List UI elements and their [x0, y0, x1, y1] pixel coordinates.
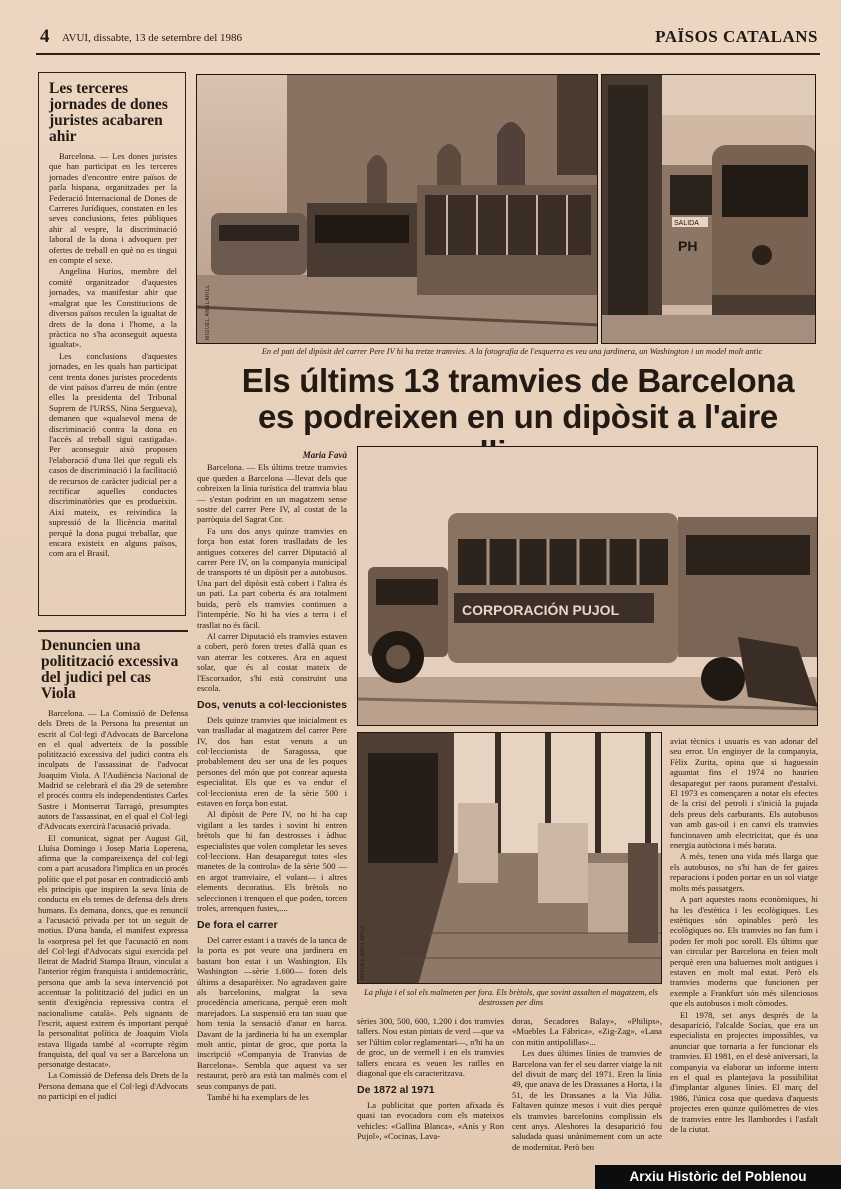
main-article-col3b [512, 1016, 662, 1153]
archive-watermark: Arxiu Històric del Poblenou [595, 1165, 841, 1189]
top-photo-caption: En el pati del dipòsit del carrer Pere IV hi ha tretze tramvies. A la fotografia de l'esquerra es veu una jardinera, un Washington i un model molt antic [261, 347, 763, 356]
headline-line-1: Els últims 13 tramvies de Barcelona [241, 362, 795, 399]
paragraph: Fa uns dos anys quinze tramvies en força bon estat foren traslladats de les antigues cotxeres del carrer Diputació al carrer Pere IV, on la companyia municipal de transports té un dipòsit per a autobusos. Una part del dipòsit està cobert i l'altra és un pati. La part coberta és ara totalment buida, però els tramvies continuen a l'intempèrie. No hi ha vies a terra i el trasllat no és fàcil. [197, 525, 347, 630]
paragraph: Barcelona. — Les dones juristes que han participat en les terceres jornades d'encontre entre països de parla hispana, organitzades per la Federació Internacional de Dones de Carreres Jurídiques, constaten en les seves conclusions, fetes públiques ahir al vespre, la discriminació laboral de la dona i advoquen per ofertes de treball en què no es tingui en compte el sexe. [49, 151, 177, 266]
photo-credit-top: MIGUEL ANGLARILL [205, 284, 211, 340]
byline: Maria Favà [302, 450, 347, 460]
paragraph: Del carrer estant i a través de la tanca de la porta es pot veure una jardinera en bastant bon estat i un Washington. Els Washington —sèrie 1.600— foren dels últims a desaparèixer. No agradaven gaire als barcelonins, malgrat la seva procedència americana, perquè eren molt marejadors. La suspensió era tan suau que hom tenia la sensació d'anar en barca. Davant de la jardineria hi ha un exemplar molt antic, pintat de groc, que porta la inscripció «Companyia de Tranvias de Barcelona». Sembla que aquest va ser restaurat, però ara està tan malmès com el seus companys de pati. [197, 934, 347, 1091]
paragraph: També hi ha exemplars de les [207, 1091, 309, 1102]
paragraph: A més, tenen una vida més llarga que els autobusos, no s'hi han de fer gaires reparacions i poden portar en un sol viatge molts més passatgers. [670, 851, 818, 893]
article-women-jurists [38, 72, 186, 616]
main-article-col4 [670, 736, 818, 1135]
paragraph: doras, Secadores Balay», «Philips», «Muebles La Fábrica», «Zig-Zag», «Lana con mitin antipolillas»... [512, 1016, 662, 1047]
photo-credit-bottom: MIGUEL ANGLARILL [360, 924, 366, 980]
paragraph: sèries 300, 500, 600, 1.200 i dos tramvies tallers. Nou estan pintats de verd —que va ser l'últim color reglamentari—, n'hi ha un de groc, un de vermell i en els tramvies tallers encara es veuen les ratlles en diagonal que els caracteritzava. [357, 1016, 504, 1079]
tram-number-text: PH [678, 238, 698, 254]
paragraph: aviat tècnics i usuaris es van adonar del seu error. Un enginyer de la companyia, Fèlix Zurita, opina que si haguessin aguantat fins el 1974 no haurien desaparegut per raons purament d'estalvi. El 1973 es començaren a notar els efectes de la crisi del petroli i s'inicià la pujada dels preus dels carburants. Els autobusos van amb gas-oil i en canvi els tramvies funcionaven amb electricitat, que és una energia autòctona i més barata. [670, 736, 818, 851]
main-article-col3 [357, 1016, 504, 1142]
paragraph: Barcelona. — Els últims tretze tramvies que queden a Barcelona —llevat dels que cobreixen la línia turística del tramvia blau— s'estan podrint en un magatzem sense sostre del carrer Pere IV, al costat de la parròquia del Sagrat Cor. [197, 462, 347, 525]
tram-ad-text: CORPORACIÓN PUJOL [462, 602, 620, 618]
bottom-photo-caption: La pluja i el sol els malmeten per fora. Els brètols, que sovint assalten el magatzem, els destrossen per dins [364, 988, 658, 1007]
subheading-outside: De fora el carrer [197, 919, 278, 932]
article-viola-trial-title: Denuncien una politització excessiva del judici pel cas Viola [41, 637, 179, 702]
article-viola-trial [38, 630, 188, 1170]
main-article-col1 [197, 450, 347, 1103]
article-viola-trial-body [38, 708, 188, 1101]
paragraph: Angelina Hurios, membre del comitè organitzador d'aquestes jornades, va manifestar ahir que «malgrat que les Constitucions de diversos països reculen la igualtat de drets de la dona i l'home, a la pràctica no s'ha aconseguit aquesta igualtat». [49, 266, 177, 350]
photo-trams-pujol [357, 446, 818, 726]
top-rule [36, 53, 820, 55]
photo-tram-yard-wide [196, 74, 598, 344]
paragraph: Dels quinze tramvies que inicialment es van traslladar al magatzem del carrer Pere IV, dos han estat venuts a un col·leccionista de Saragossa, que probablement deu ser una de les poques persones del món que pot conrear aquesta especialitat. Els que es va endur el col·leccionista eren de la sèrie 500 i estaven en força bon estat. [197, 714, 347, 808]
masthead [36, 24, 820, 54]
headline-line-2: es podreixen en un dipòsit a l'aire [258, 398, 778, 435]
paragraph: El 1978, set anys després de la desaparició, l'alcalde Socías, que era un especialista en projectes impossibles, va anunciar que tornaria a fer funcionar els tramvies. El 1981, en el desè aniversari, la companyia va elaborar un informe intern en el qual es plantejava la possibilitat d'implantar algunes línies. El març del 1986, l'única cosa que quedava d'aquests projectes eren quinze quilòmetres de vies de tramvies entre les llambordes i l'asfalt de la ciutat. [670, 1009, 818, 1135]
paragraph: La Comissió de Defensa dels Drets de la Persona demana que el Col·legi d'Advocats no participi en el judici [38, 1070, 188, 1101]
paragraph: Barcelona. — La Comissió de Defensa dels Drets de la Persona ha presentat un escrit al Col·legi d'Advocats de Barcelona en el qual adverteix de la possible politització excessiva del judici contra els inculpats de l'assassinat de l'advocat Joaquim Viola. A l'Audiència Nacional de Madrid se celebrarà el dia 29 de setembre el procés contra els independentistes Carles Sastre i Montserrat Tarragó, presumptes autors de l'assassinat, en el qual el Col·legi d'Advocats exercirà l'acusació privada. [38, 708, 188, 832]
paragraph: Al carrer Diputació els tramvies estaven a cobert, però foren tretes d'allà quan es van aterrar les cotxeres. Ara en aquest solar, que és al costat mateix de l'Escorxador, s'hi està construint una escola. [197, 630, 347, 693]
article-women-jurists-title: Les terceres jornades de dones juristes acabaren ahir [49, 80, 168, 145]
tram-sign-text: SALIDA [674, 220, 699, 227]
article-women-jurists-body [49, 151, 177, 559]
paragraph: Les conclusions d'aquestes jornades, en les quals han participat cent trenta dones juristes procedents de vint països d'arreu de món (entre elles la presidenta del Tribunal Suprem de l'URSS, Nina Sergueva), demanen que «qualsevol mena de discriminació contra la dona en l'accés al treball sigui castigada». Per aconseguir això proposen l'elaboració d'una llei que reguli els casos de discriminació i la facilitació de recursos de caràcter judicial per a rectificar aquelles conductes discriminatòries que es produeixin. Així mateix, es reivindica la supressió de la llicència marital perquè la dona pugui treballar, que encara existeix en alguns països, com ara el Brasil. [49, 350, 177, 559]
paragraph: El comunicat, signat per August Gil, Lluïsa Domingo i Josep Maria Loperena, afirma que la compareixença del col·legi com a part acusadora l'implica en un procés polític que el pot posar en contradicció amb els principis que inspiren la seva línia de conducta en els temes de defensa dels drets humans. Es demana, doncs, que es renunciï a l'acusació privada per tot un seguit de motius. D'una banda, el manifest expressa la «sorpresa pel fet que l'acusació en nom del Col·legi d'Advocats sigui exercida pel lletrat de Madrid Stampa Braun, vinculat a l'anterior règim franquista i antidemocràtic, persona que amb la seva intervenció pot accentuar la politització del judici en un sentit d'exigència repressiva contra el nacionalisme català». Pels signants de l'escrit, aquest extrem és important perquè la personalitat política de Joaquim Viola estava lligada també al «corrupte règim franquista, del qual va ser a Barcelona un personatge destacat». [38, 832, 188, 1070]
section-title: PAÏSOS CATALANS [655, 27, 818, 46]
page-number: 4 [40, 26, 50, 47]
paragraph: A part aquestes raons econòmiques, hi ha les d'estètica i les ecològiques. Les estètiques són opinables però les ecològiques no. Els tramvies no fan fum i poden fer molt poc soroll. Els últims que van circular per Barcelona en feien molt perquè eren una baluernes molt antigues i estaven en molt mal estat. Però els tramvies moderns que funcionen per exemple a Frankfurt són més silenciosos que els autobusos i molt còmodes. [670, 894, 818, 1009]
subheading-1872-1971: De 1872 al 1971 [357, 1084, 435, 1097]
paragraph: Al dipòsit de Pere IV, no hi ha cap vigilant a les tardes i sovint hi entren brètols que hi fan destrosses i àdhuc especialistes que volen completar les seves col·leccions. Han desaparegut totes «les manetes de la controla» de la sèrie 500 —en argot tramviaire, el volant— i altres elements decoratius. Els brètols no seleccionen i trenquen el que poden, torcen troles, arrenquen fustes,.... [197, 809, 347, 914]
paragraph: Les dues últimes línies de tramvies de Barcelona van fer el seu darrer viatge la nit del divuit de març del 1971. Eren la línia 49, que anava de les Drassanes a Horta, i la 51, de les Drassanes a la Via Júlia. Faltaven quinze mesos i vuit dies perquè els tramvies barcelonins complissin els cent anys. Aleshores la desaparició fou saludada quasi unànimement com un acte de modernitat. Però ben [512, 1048, 662, 1152]
paragraph: La publicitat que porten afixada és quasi tan evocadora com els mateixos vehicles: «Gallina Blanca», «Anís y Ron Pujol», «Cocinas, Lava- [357, 1099, 504, 1142]
photo-tram-interior [357, 732, 662, 984]
photo-tram-yard-closeup [601, 74, 816, 344]
subheading-collectors: Dos, venuts a col·leccionistes [197, 699, 347, 712]
date-line: AVUI, dissabte, 13 de setembre del 1986 [62, 32, 243, 44]
